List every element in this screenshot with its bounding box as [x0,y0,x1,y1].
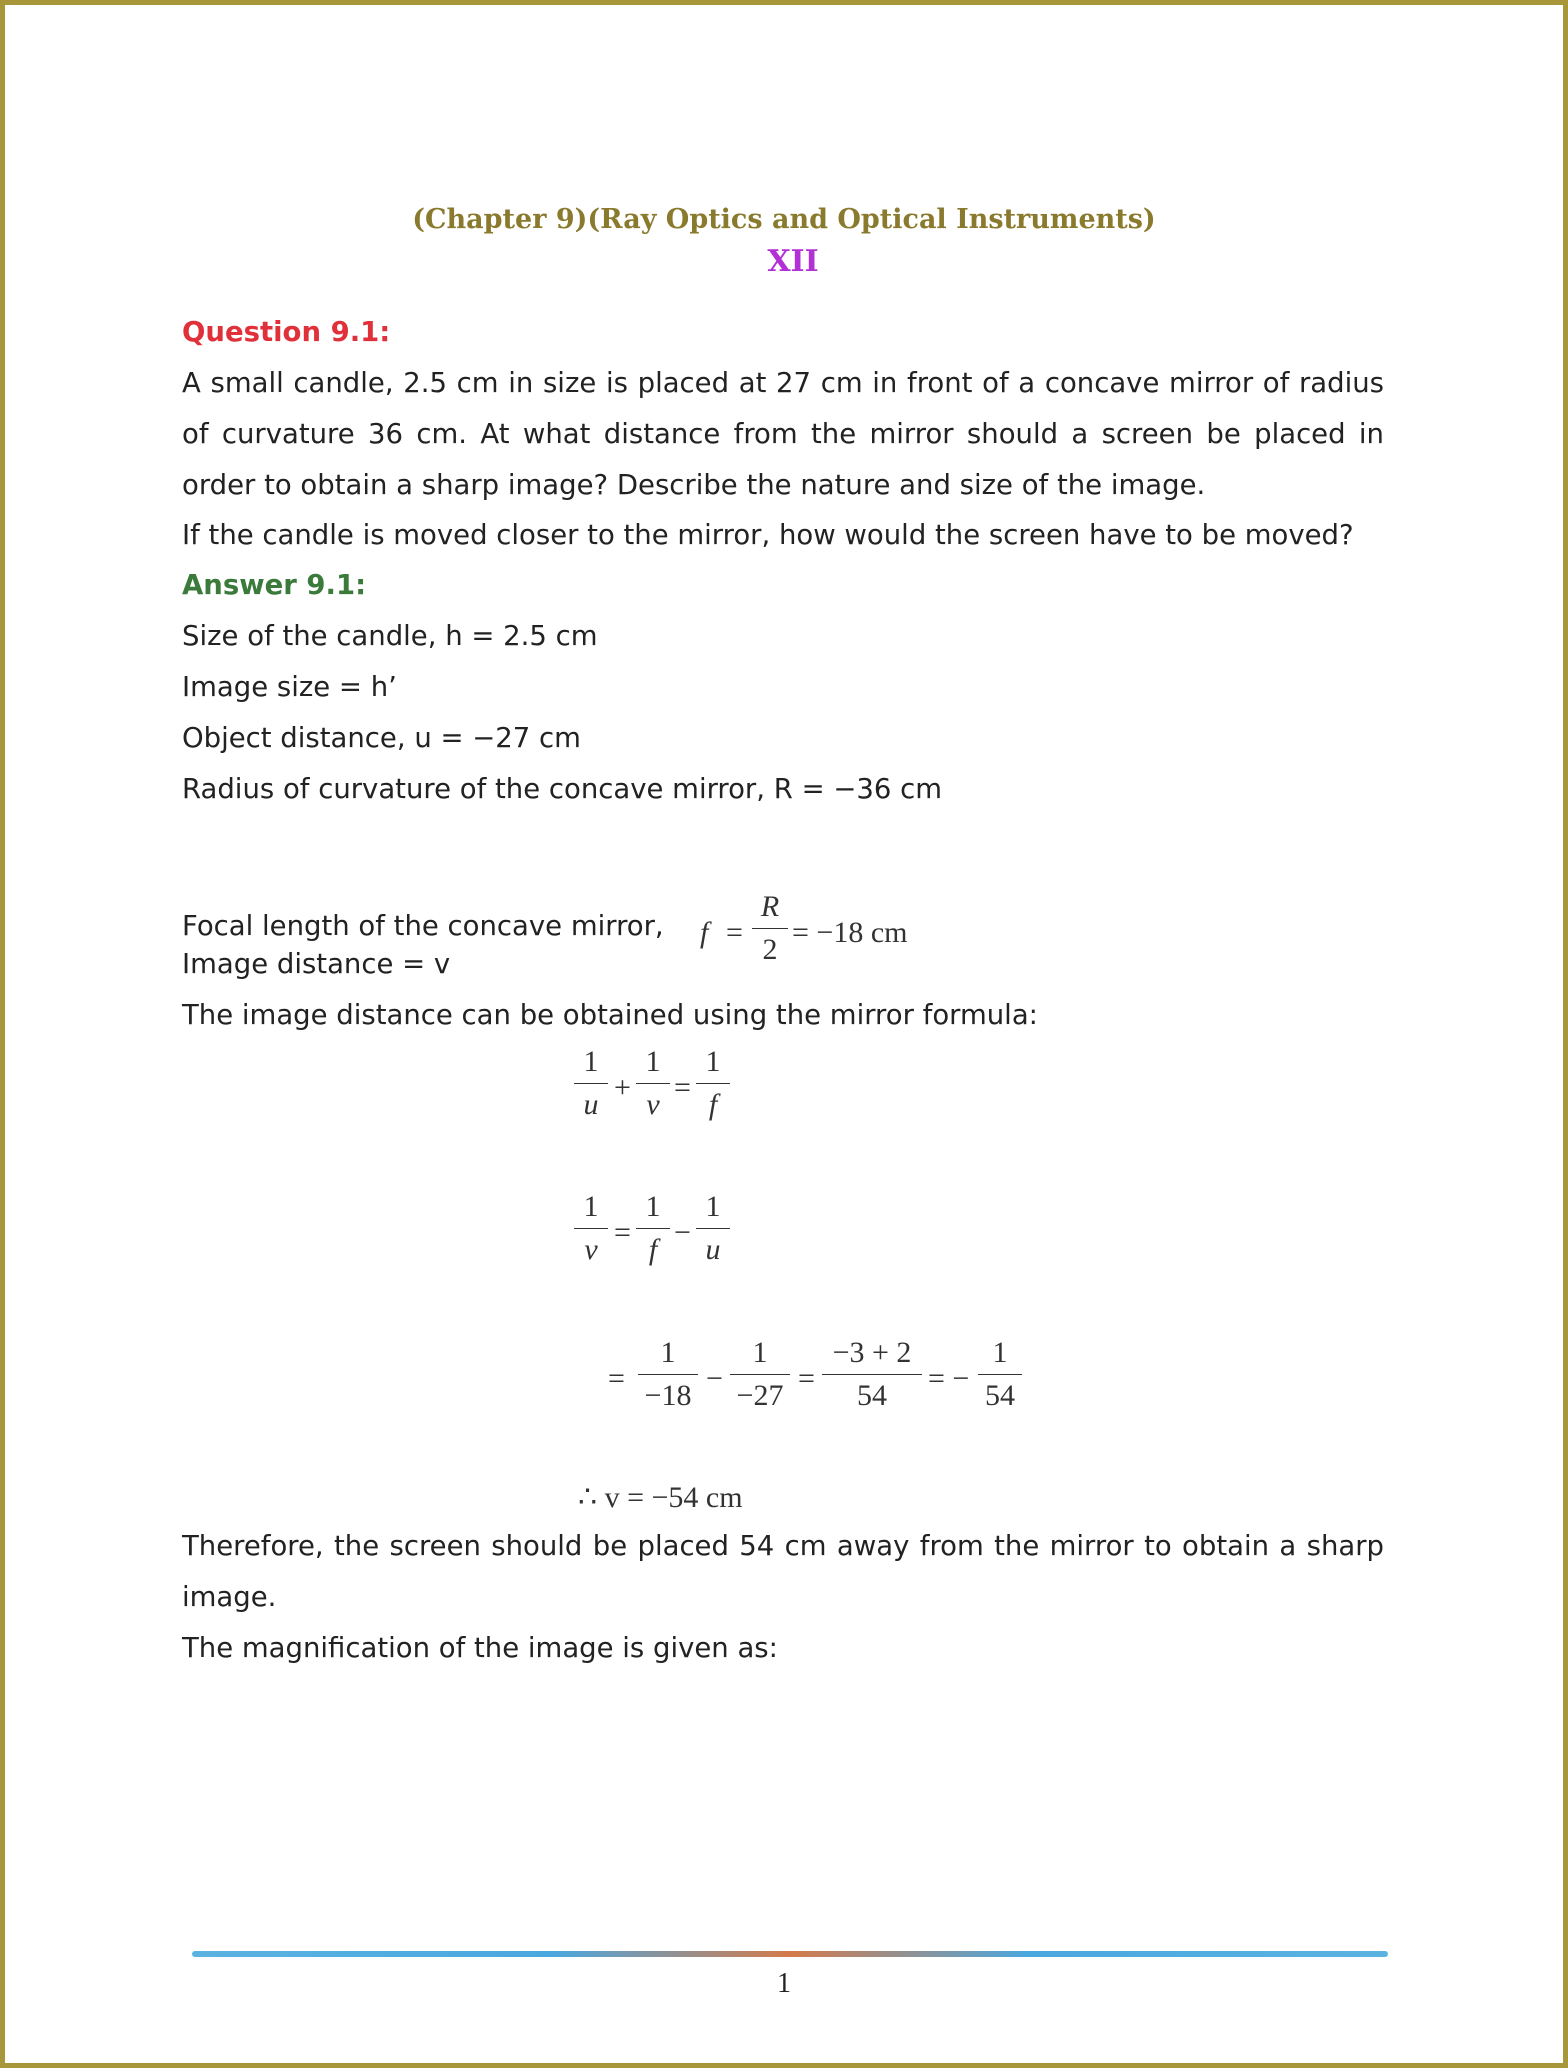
term-denominator: u [583,1088,599,1121]
fraction-bar [696,1083,730,1084]
term-denominator: f [708,1088,718,1121]
conclusion-line-2: image. [182,1581,277,1613]
fraction-bar [636,1228,670,1229]
fraction-bar [730,1374,790,1375]
focal-result: = −18 cm [792,916,908,949]
question-line-2: of curvature 36 cm. At what distance from the mirror should a screen be placed in [182,418,1384,450]
formula-term-3 [696,1045,730,1122]
image-distance-text: Image distance = v [182,948,451,980]
term-numerator: 1 [992,1336,1008,1369]
term-denominator: u [705,1233,721,1266]
plus-sign: + [614,1071,631,1104]
footer-rule [192,1951,1388,1957]
focal-fraction-numerator: R [760,890,780,923]
focal-fraction [752,890,788,967]
term-denominator: v [584,1233,598,1266]
focal-fraction-denominator: 2 [762,933,778,966]
fraction-bar [978,1374,1022,1375]
fraction-bar [574,1228,608,1229]
term-numerator: 1 [705,1190,721,1223]
term-numerator: 1 [645,1045,661,1078]
substituted-term-3 [822,1336,922,1413]
rearranged-term-2 [636,1190,670,1267]
term-denominator: −27 [736,1379,784,1412]
equals-minus-sign: = − [928,1362,970,1395]
term-numerator: 1 [752,1336,768,1369]
question-line-1: A small candle, 2.5 cm in size is placed at 27 cm in front of a concave mirror of radius [182,367,1384,399]
equals-sign: = [798,1362,815,1395]
class-label: XII [767,244,819,279]
given-image-size: Image size = h’ [182,671,397,703]
focal-symbol: f [700,916,709,949]
equals-sign: = [674,1071,691,1104]
fraction-bar [574,1083,608,1084]
term-denominator: −18 [644,1379,692,1412]
equals-sign: = [614,1216,631,1249]
term-denominator: f [648,1233,658,1266]
term-numerator: 1 [705,1045,721,1078]
magnification-intro: The magnification of the image is given as: [182,1632,778,1664]
rearranged-formula [574,1190,754,1280]
focal-length-text: Focal length of the concave mirror, [182,910,664,942]
fraction-bar [752,928,788,929]
term-denominator: 54 [857,1379,887,1412]
question-line-4: If the candle is moved closer to the mirror, how would the screen have to be moved? [182,519,1354,551]
term-numerator: 1 [645,1190,661,1223]
conclusion-line-1: Therefore, the screen should be placed 54 cm away from the mirror to obtain a sharp [182,1530,1384,1562]
given-object-distance: Object distance, u = −27 cm [182,722,581,754]
substituted-formula [608,1336,1028,1426]
focal-equals: = [726,916,743,949]
fraction-bar [822,1374,922,1375]
mirror-formula [574,1045,754,1135]
question-label: Question 9.1: [182,316,391,348]
minus-sign: − [706,1362,723,1395]
formula-term-2 [636,1045,670,1122]
minus-sign: − [674,1216,691,1249]
substituted-term-1 [638,1336,698,1413]
term-numerator: −3 + 2 [832,1336,912,1369]
given-candle-size: Size of the candle, h = 2.5 cm [182,620,598,652]
rearranged-term-1 [574,1190,608,1267]
page-number: 1 [777,1968,791,1999]
formula-term-1 [574,1045,608,1122]
term-denominator: v [646,1088,660,1121]
rearranged-term-3 [696,1190,730,1267]
fraction-bar [696,1228,730,1229]
equals-sign: = [608,1362,625,1395]
fraction-bar [638,1374,698,1375]
term-numerator: 1 [583,1190,599,1223]
term-denominator: 54 [985,1379,1015,1412]
term-numerator: 1 [583,1045,599,1078]
substituted-term-4 [978,1336,1022,1413]
question-line-3: order to obtain a sharp image? Describe the nature and size of the image. [182,469,1206,501]
result-equation: ∴ v = −54 cm [578,1481,743,1514]
mirror-formula-intro: The image distance can be obtained using the mirror formula: [182,999,1038,1031]
fraction-bar [636,1083,670,1084]
chapter-title: (Chapter 9)(Ray Optics and Optical Instruments) [412,204,1156,235]
substituted-term-2 [730,1336,790,1413]
given-radius-of-curvature: Radius of curvature of the concave mirror, R = −36 cm [182,773,943,805]
answer-label: Answer 9.1: [182,569,367,601]
term-numerator: 1 [660,1336,676,1369]
focal-length-equation [694,890,934,980]
